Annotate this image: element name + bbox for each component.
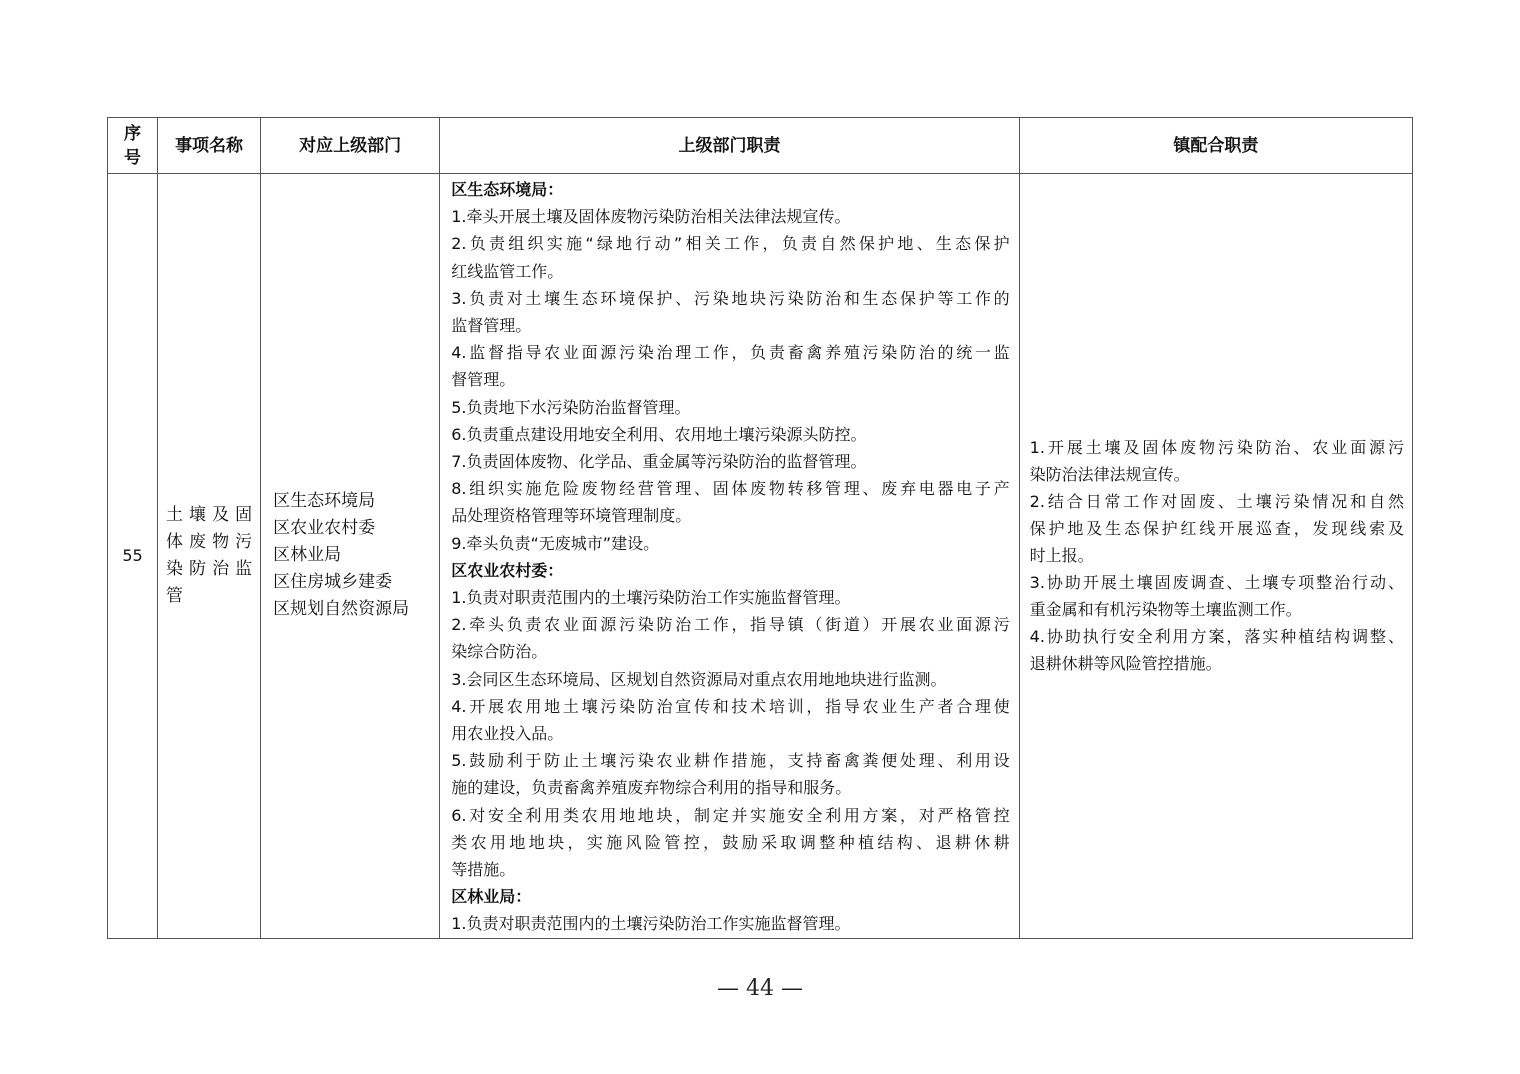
row-superior-duties: [440, 174, 1019, 939]
duty-line: 3.负责对土壤生态环境保护、污染地块污染防治和生态保护等工作的: [451, 288, 1010, 308]
duty-line: 4.开展农用地土壤污染防治宣传和技术培训，指导农业生产者合理使: [451, 696, 1010, 716]
duty-line: 5.负责地下水污染防治监督管理。: [451, 397, 691, 417]
header-seq-line-2: 号: [124, 147, 142, 168]
coop-line: 时上报。: [1029, 546, 1094, 566]
coop-line: 染防治法律法规宣传。: [1029, 465, 1190, 485]
table-header-row: [108, 118, 1413, 174]
duty-line: 7.负责固体废物、化学品、重金属等污染防治的监督管理。: [451, 452, 867, 472]
duty-section-heading: 区林业局：: [451, 887, 532, 907]
duty-line: 8.组织实施危险废物经营管理、固体废物转移管理、废弃电器电子产: [451, 479, 1010, 499]
row-item-name: [158, 174, 261, 939]
department-item: 区规划自然资源局: [273, 599, 410, 620]
coop-line: 3.协助开展土壤固废调查、土壤专项整治行动、: [1029, 573, 1404, 593]
coop-line: 退耕休耕等风险管控措施。: [1029, 654, 1222, 674]
duty-line: 9.牵头负责“无废城市”建设。: [451, 533, 660, 553]
page-number: — 44 —: [717, 976, 803, 1001]
duty-line: 2.牵头负责农业面源污染防治工作，指导镇（街道）开展农业面源污: [451, 615, 1010, 635]
duty-line: 1.负责对职责范围内的土壤污染防治工作实施监督管理。: [451, 588, 851, 608]
duty-section-heading: 区生态环境局：: [451, 180, 564, 199]
item-name-line: 土壤及固: [166, 504, 253, 525]
duty-line: 类农用地地块，实施风险管控，鼓励采取调整种植结构、退耕休耕: [451, 832, 1010, 852]
duty-line: 6.对安全利用类农用地地块，制定并实施安全利用方案，对严格管控: [451, 805, 1010, 825]
header-seq: [108, 118, 158, 174]
department-item: 区林业局: [273, 545, 342, 566]
duty-line: 3.会同区生态环境局、区规划自然资源局对重点农用地地块进行监测。: [451, 669, 947, 689]
department-item: 区农业农村委: [273, 518, 376, 539]
header-superior-duties: 上级部门职责: [440, 118, 1019, 174]
coop-line: 2.结合日常工作对固废、土壤污染情况和自然: [1029, 492, 1404, 512]
coop-line: 保护地及生态保护红线开展巡查，发现线索及: [1029, 519, 1404, 539]
duty-line: 红线监管工作。: [451, 261, 564, 281]
duty-line: 4.监督指导农业面源污染治理工作，负责畜禽养殖污染防治的统一监: [451, 343, 1010, 363]
duty-line: 6.负责重点建设用地安全利用、农用地土壤污染源头防控。: [451, 424, 867, 444]
row-seq: 55: [108, 174, 158, 939]
table-row: [108, 174, 1413, 939]
duty-line: 1.牵头开展土壤及固体废物污染防治相关法律法规宣传。: [451, 207, 851, 227]
duty-line: 督管理。: [451, 370, 516, 390]
duty-line: 1.负责对职责范围内的土壤污染防治工作实施监督管理。: [451, 914, 851, 934]
row-departments: [261, 174, 440, 939]
item-name-line: 管: [166, 585, 184, 606]
duty-line: 用农业投入品。: [451, 724, 564, 744]
row-town-duties: [1019, 174, 1412, 939]
duty-line: 5.鼓励利于防止土壤污染农业耕作措施，支持畜禽粪便处理、利用设: [451, 751, 1010, 771]
duty-line: 等措施。: [451, 860, 516, 880]
duty-line: 染综合防治。: [451, 642, 548, 662]
header-town-duties: 镇配合职责: [1019, 118, 1412, 174]
header-item-name: 事项名称: [158, 118, 261, 174]
duty-table: [107, 117, 1413, 939]
coop-line: 重金属和有机污染物等土壤监测工作。: [1029, 600, 1302, 620]
header-superior-department: 对应上级部门: [261, 118, 440, 174]
duty-line: 施的建设，负责畜禽养殖废弃物综合利用的指导和服务。: [451, 778, 852, 798]
coop-line: 1.开展土壤及固体废物污染防治、农业面源污: [1029, 438, 1404, 458]
item-name-line: 体废物污: [166, 531, 253, 552]
header-seq-line-1: 序: [124, 123, 142, 144]
duty-line: 2.负责组织实施“绿地行动”相关工作，负责自然保护地、生态保护: [451, 234, 1010, 254]
coop-line: 4.协助执行安全利用方案，落实种植结构调整、: [1029, 627, 1404, 647]
department-item: 区生态环境局: [273, 491, 376, 512]
department-item: 区住房城乡建委: [273, 572, 393, 593]
duty-section-heading: 区农业农村委：: [451, 560, 564, 580]
duty-line: 监督管理。: [451, 316, 532, 336]
item-name-line: 染防治监: [166, 558, 253, 579]
duty-line: 品处理资格管理等环境管理制度。: [451, 506, 692, 526]
